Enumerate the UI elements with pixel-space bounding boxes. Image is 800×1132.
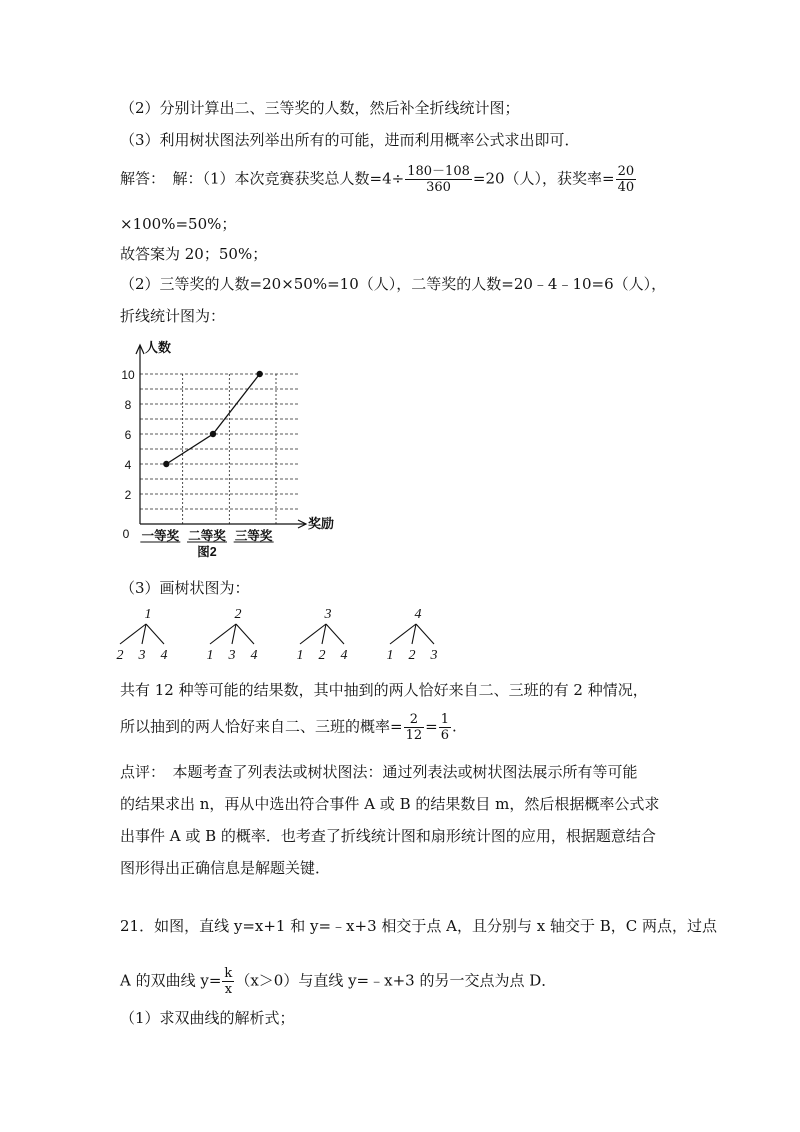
solution-text-b: =20（人），获奖率= (472, 169, 615, 188)
fraction-prob-simplified (439, 712, 451, 743)
tree-leaf-label: 2 (408, 648, 416, 663)
question-21-part-1: （1）求双曲线的解析式； (120, 1009, 295, 1027)
y-tick-label: 8 (124, 398, 132, 412)
data-point (210, 431, 216, 437)
x-category-label: 二等奖 (188, 529, 226, 543)
solution-line-1 (120, 164, 637, 195)
fraction-total-den: 360 (426, 180, 451, 195)
x-axis-label: 奖励 (308, 516, 335, 531)
fraction-x: x (224, 982, 233, 997)
probability-equals: = (425, 717, 438, 736)
fraction-prob-num: 2 (404, 712, 425, 728)
probability-line (120, 712, 457, 743)
fraction-rate (616, 164, 637, 195)
data-point (163, 461, 169, 467)
text-line-8: （3）画树状图为： (120, 579, 250, 597)
tree-leaf-label: 3 (228, 648, 236, 663)
text-line-5: 故答案为 20；50%； (120, 245, 268, 263)
y-tick-label: 10 (121, 368, 135, 382)
y-axis-label: 人数 (145, 340, 172, 355)
tree-leaf-label: 4 (250, 648, 258, 663)
tree-branch (146, 624, 164, 644)
probability-end: . (451, 717, 457, 736)
text-line-2: （3）利用树状图法列举出所有的可能，进而利用概率公式求出即可． (120, 131, 580, 149)
y-tick-label: 6 (124, 428, 132, 442)
question-text-b: （x＞0）与直线 y=﹣x+3 的另一交点为点 D． (235, 971, 557, 990)
tree-leaf-label: 4 (160, 648, 168, 663)
solution-text-a: 解答： 解：（1）本次竞赛获奖总人数=4÷ (120, 169, 405, 188)
fraction-prob-den: 12 (405, 728, 423, 743)
text-line-14: 图形得出正确信息是解题关键． (120, 859, 331, 877)
text-line-7: 折线统计图为： (120, 307, 226, 325)
fraction-total-num: 180－108 (407, 164, 470, 179)
tree-leaf-label: 1 (296, 648, 304, 663)
y-tick-label: 4 (124, 458, 132, 472)
text-line-11: 点评： 本题考查了列表法或树状图法：通过列表法或树状图法展示所有等可能 (120, 763, 638, 781)
tree-leaf-label: 2 (116, 648, 124, 663)
fraction-k-over-x (222, 966, 234, 997)
fraction-rate-num: 20 (617, 164, 635, 179)
chart-caption: 图2 (197, 545, 217, 558)
text-line-12: 的结果求出 n，再从中选出符合事件 A 或 B 的结果数目 m，然后根据概率公式求 (120, 795, 660, 813)
fraction-simplified-den: 6 (440, 728, 449, 743)
tree-leaf-label: 3 (430, 648, 438, 663)
fraction-total (405, 164, 472, 195)
tree-branch (326, 624, 344, 644)
text-line-13: 出事件 A 或 B 的概率．也考查了折线统计图和扇形统计图的应用，根据题意结合 (120, 827, 656, 845)
tree-leaf-label: 2 (318, 648, 326, 663)
tree-root-label: 4 (414, 607, 422, 622)
fraction-prob (404, 712, 425, 743)
fraction-simplified-num: 1 (440, 712, 449, 727)
tree-root-label: 1 (144, 607, 152, 622)
x-category-label: 三等奖 (234, 529, 273, 543)
question-21-line-1: 21．如图，直线 y=x+1 和 y=﹣x+3 相交于点 A，且分别与 x 轴交于 B，C 两点，过点 (120, 917, 718, 935)
text-line-9: 共有 12 种等可能的结果数，其中抽到的两人恰好来自二、三班的有 2 种情况， (120, 681, 648, 699)
text-line-6: （2）三等奖的人数=20×50%=10（人），二等奖的人数=20﹣4﹣10=6（人）， (120, 275, 667, 293)
tree-branch (236, 624, 254, 644)
tree-root-label: 2 (234, 607, 242, 622)
question-21-line-2 (120, 966, 556, 997)
probability-text: 所以抽到的两人恰好来自二、三班的概率= (120, 717, 403, 736)
y-tick-label: 2 (124, 488, 132, 502)
fraction-k: k (224, 966, 233, 981)
text-line-4: ×100%=50%； (120, 215, 237, 233)
text-line-1: （2）分别计算出二、三等奖的人数，然后补全折线统计图； (120, 99, 520, 117)
line-chart (118, 338, 358, 558)
tree-leaf-label: 1 (386, 648, 394, 663)
tree-leaf-label: 3 (138, 648, 146, 663)
question-text-a: A 的双曲线 y= (120, 971, 222, 990)
tree-branch (416, 624, 434, 644)
tree-leaf-label: 4 (340, 648, 348, 663)
tree-diagram (112, 606, 472, 666)
y-tick-label: 0 (122, 527, 130, 541)
data-point (256, 371, 262, 377)
tree-leaf-label: 1 (206, 648, 214, 663)
fraction-rate-den: 40 (617, 180, 635, 195)
tree-root-label: 3 (324, 607, 332, 622)
x-category-label: 一等奖 (141, 529, 180, 543)
